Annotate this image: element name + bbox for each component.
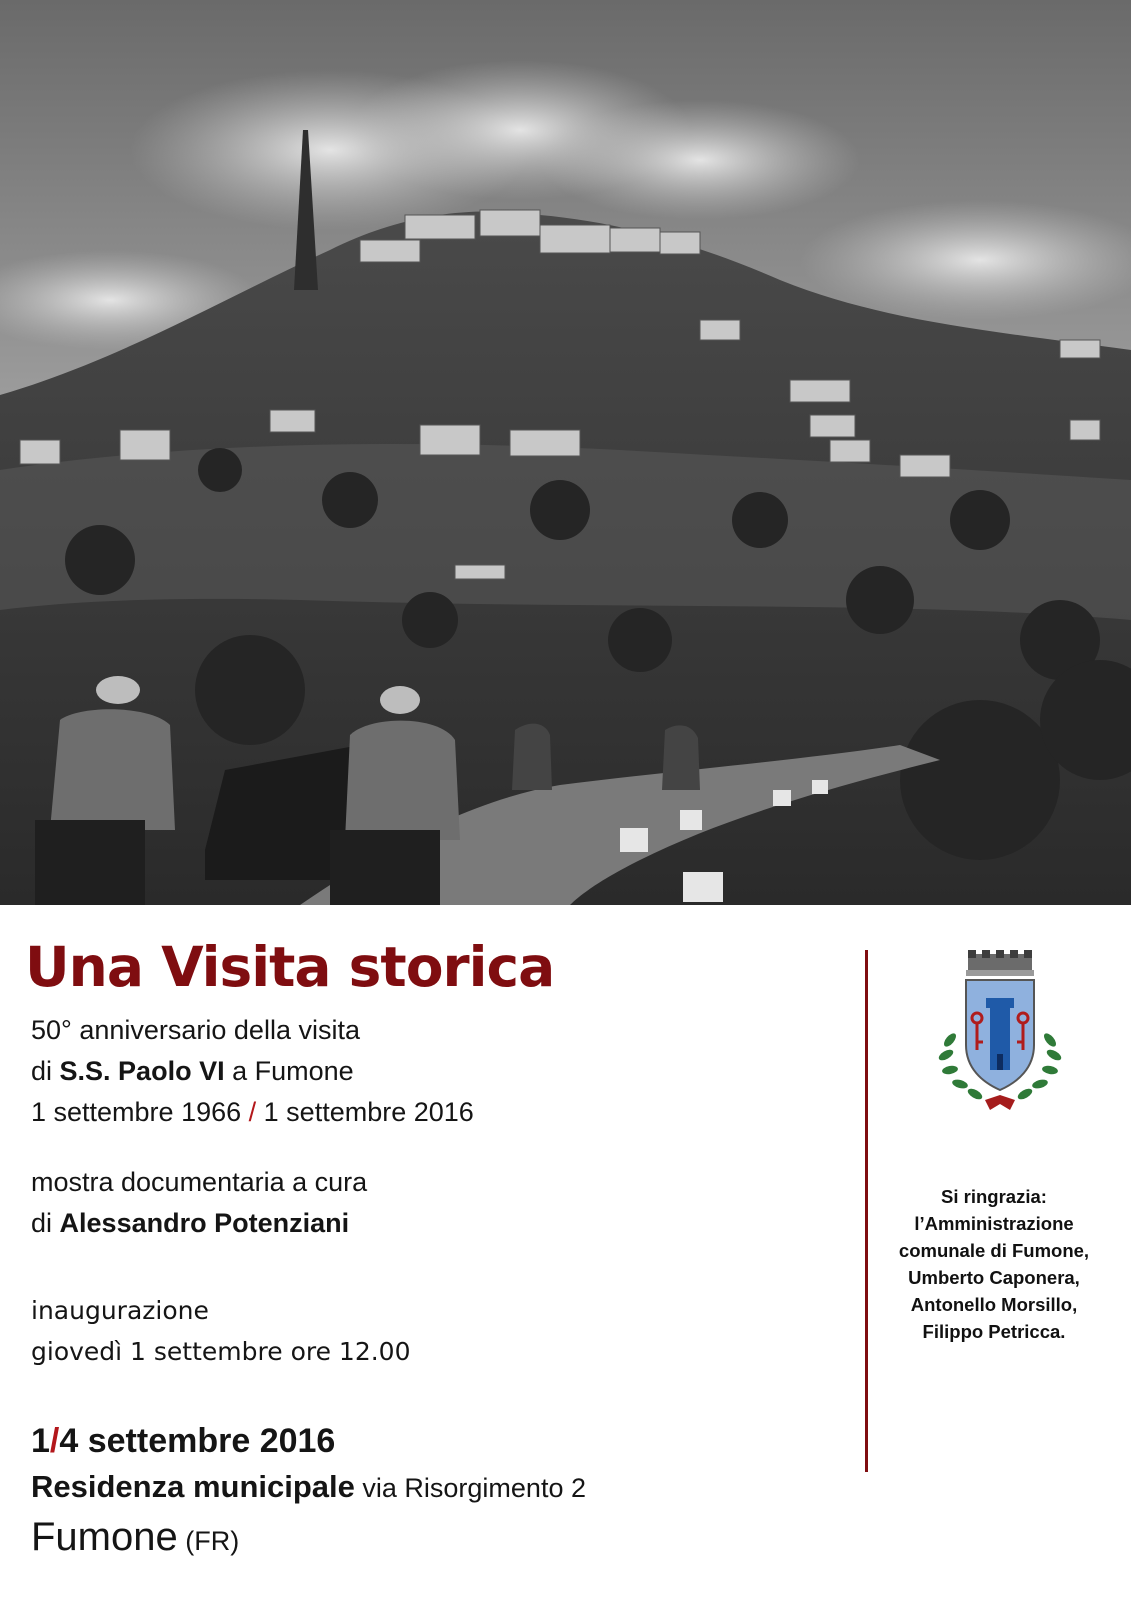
curator-line: mostra documentaria a cura	[31, 1167, 368, 1197]
pope-line: di S.S. Paolo VI a Fumone	[31, 1056, 354, 1086]
opening-label: inaugurazione	[31, 1296, 209, 1325]
venue-town: Fumone (FR)	[31, 1515, 240, 1559]
curator-info	[31, 1162, 367, 1244]
anniversary-dates: 1 settembre 1966 / 1 settembre 2016	[31, 1097, 474, 1127]
curator-name: Alessandro Potenziani	[59, 1208, 350, 1238]
opening-datetime: giovedì 1 settembre ore 12.00	[31, 1337, 411, 1366]
venue-place	[31, 1464, 586, 1511]
date-separator: /	[248, 1097, 257, 1127]
exhibition-dates: 1/4 settembre 2016	[31, 1422, 336, 1460]
venue-name: Residenza municipale	[31, 1469, 355, 1504]
venue-province: (FR)	[177, 1526, 240, 1556]
thanks-line: l’Amministrazione	[914, 1213, 1074, 1234]
municipal-coat-of-arms-icon	[930, 950, 1070, 1120]
vertical-divider	[865, 950, 868, 1472]
thanks-line: Filippo Petricca.	[922, 1321, 1066, 1342]
page-title: Una Visita storica	[25, 935, 555, 999]
venue-address: via Risorgimento 2	[354, 1473, 586, 1503]
acknowledgements	[874, 1183, 1114, 1345]
thanks-heading: Si ringrazia:	[941, 1186, 1047, 1207]
opening-info	[31, 1290, 411, 1372]
thanks-line: Umberto Caponera,	[908, 1267, 1080, 1288]
pope-name: S.S. Paolo VI	[59, 1056, 225, 1086]
dates-separator: /	[49, 1422, 60, 1460]
anniversary-line: 50° anniversario della visita	[31, 1015, 360, 1045]
thanks-line: Antonello Morsillo,	[910, 1294, 1078, 1315]
curator-name-line: di Alessandro Potenziani	[31, 1208, 350, 1238]
thanks-line: comunale di Fumone,	[898, 1240, 1090, 1261]
venue-info	[31, 1418, 586, 1567]
event-info	[31, 1010, 474, 1133]
